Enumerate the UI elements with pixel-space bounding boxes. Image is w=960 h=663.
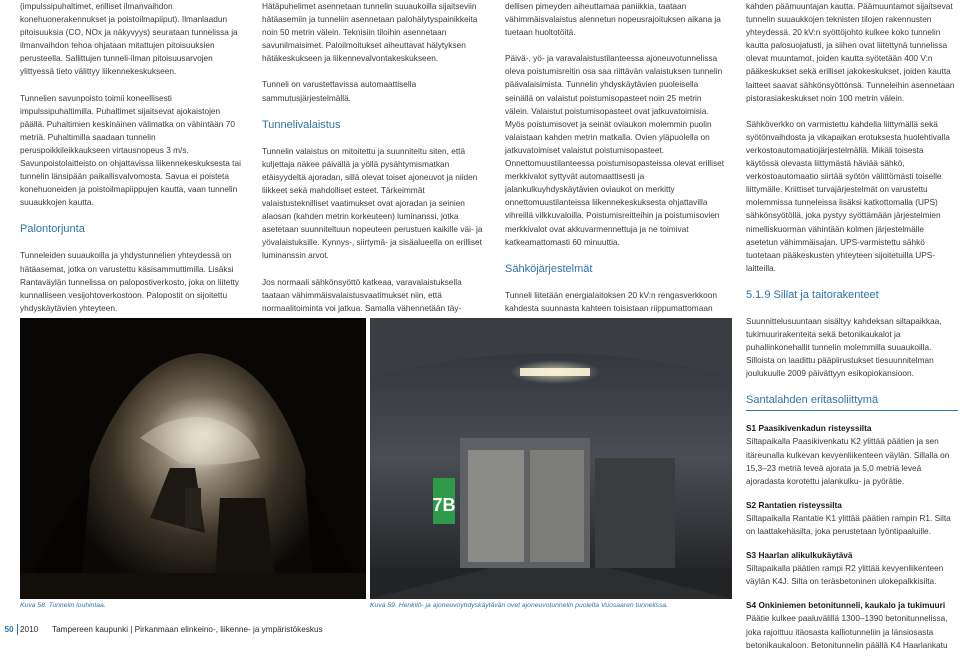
bridge-title: S2 Rantatien risteyssilta bbox=[746, 499, 842, 510]
footer-title: Tampereen kaupunki | Pirkanmaan elinkeino-, liikenne- ja ympäristökeskus bbox=[52, 625, 323, 634]
paragraph: Päivä-, yö- ja varavalaistustilanteessa ajoneuvotunnelissa oleva poistumisreitin osa saa riittävän valaistuksen tunnelin päävalaisimista. Tunnelin yhdyskäytävien puoleisella seinällä on valaistut poistumisopasteet noin 25 metrin välein. Valaistut poistumisopasteet ovat jatkuvatoimisia. Myös poistumisovet ja seinät oviaukon molemmin puolin valaistaan kahden metrin matkalla. Ovien yläpuolella on jatkuvatoimiset valaistut poistumisopasteet. Onnettomuustilanteessa poistumisopasteissa olevat erilliset merkkivalot syttyvät automaattisesti ja jalankulkuyhdyskäytävien oviaukot on merkitty onnettomuustilanteissa liikennekeskuksesta ohjattavilla vihreillä vilkkuvaloilla. Poistumisreitteihin ja poistumisovien merkkivalot ovat akkuvarmennettuja ja ne toimivat katkeamattomasti 60 minuuttia. bbox=[505, 53, 725, 247]
column-4 bbox=[746, 0, 958, 663]
paragraph: (impulssipuhaltimet, erilliset ilmanvaihdon konehuonerakennukset ja poistoilmapiiput). Ilmanlaadun pitoisuuksia (CO, NOx ja näkyvyys) seurataan tunnelissa ja ilmanvaihdon tehoa ohjataan mitattujen pitoisuuksien perusteella. Sallittujen tunneli-ilman pitoisuusarvojen ylittyessä tieto välittyy liikennekeskukseen. bbox=[20, 1, 238, 77]
photo-tunnel-doors bbox=[370, 318, 732, 599]
paragraph: dellisen pimeyden aiheuttamaa paniikkia, taataan vähimmäisvalaistus alennetun nopeusrajoituksen aikana ja tuetaan huoltotöitä. bbox=[505, 1, 721, 38]
bridge-text: Siltapaikalla päätien rampi R2 ylittää kevyenliikenteen väylän K4J. Silta on teräsbetoninen ulokepalkkisilta. bbox=[746, 563, 944, 587]
column-3 bbox=[505, 0, 727, 341]
photo-caption: Kuva 59. Henkilö- ja ajoneuvoyhdyskäytävän ovet ajoneuvotunnelin puolelta Vuosaaren tunnelissa. bbox=[370, 602, 669, 609]
photo-tunnel-excavation bbox=[20, 318, 366, 599]
bridge-text: Siltapaikalla Paasikivenkatu K2 ylittää päätien ja sen itäreunalla kulkevan kevyenliikenteen väylän. Sillalla on 15,3–23 metriä leveä ajorata ja 5,0 metriä leveä ajoradasta korotettu jalankulku- ja pyörätie. bbox=[746, 436, 950, 486]
paragraph: Tunneli on varustettavissa automaattisella sammutusjärjestelmällä. bbox=[262, 79, 417, 103]
footer-divider bbox=[17, 624, 18, 635]
doorway-number-sign: 7B bbox=[432, 495, 456, 515]
bridge-title: S4 Onkiniemen betonitunneli, kaukalo ja tukimuuri bbox=[746, 600, 946, 611]
bridge-entry-s1 bbox=[746, 422, 958, 487]
bridge-text: Siltapaikalla Rantatie K1 ylittää päätien rampin R1. Silta on laattakehäsilta, joka perustetaan lyöntipaaluille. bbox=[746, 512, 951, 536]
paragraph: Suunnittelusuuntaan sisältyy kahdeksan siltapaikkaa, tukimuurirakenteita sekä betonikaukalot ja puhallinkonehallit tunnelin molemmilla suuaukoilla. Silloista on laadittu pääpiirustukset tiesuunnitelman joulukuulle 2009 päivättyyn esikopiokansioon. bbox=[746, 315, 942, 379]
column-2 bbox=[262, 0, 484, 328]
footer-year: 2010 bbox=[20, 625, 39, 634]
paragraph: Tunnelien savunpoisto toimii koneellisesti impulssipuhaltimilla. Puhaltimet sijaitsevat ajokaistojen päällä. Puhaltimien keskinäinen välimatka on vähintään 70 metriä. Puhaltimilla saadaan tunnelin peruspoikkileikkaukseen virtausnopeus 3 m/s. Savunpoistolaitteisto on ohjattavissa liikennekeskuksesta tai tunnelin länsipään paikallisvalvomosta. Savua ei poisteta konehuoneiden ja poistoilmapiippujen kautta, vaan tunnelin suuaukkojen kautta. bbox=[20, 92, 241, 208]
page-number: 50 bbox=[4, 625, 14, 634]
paragraph: Hätäpuhelimet asennetaan tunnelin suuaukoilla sijaitseviin hätäasemiin ja tunneliin asennetaan palohälytyspainikkeita noin 50 metrin välein. Teknisiin tiloihin asennetaan savunilmaisimet. Paloilmoitukset aiheuttavat hälytyksen hätäkeskukseen ja liikennevalvontakeskukseen. bbox=[262, 1, 478, 64]
bridge-text: Päätie kulkee paaluvälillä 1300–1390 betonitunnelissa, joka rajoittuu itäosasta kalliotunneliin ja länsiosasta betonikaukaloon. Betonitunnelin päällä K4 Haarlankatu bbox=[746, 613, 948, 650]
paragraph: Jos normaali sähkönsyöttö katkeaa, varavalaistuksella taataan vähimmäisvalaistusvaatimukset niin, että normaalitoiminta voi jatkua. Samalla vähennetään täy- bbox=[262, 276, 462, 313]
page-footer bbox=[0, 622, 960, 637]
photo-tunnel-excavation-image bbox=[20, 318, 366, 599]
bridge-entry-s2 bbox=[746, 499, 958, 538]
paragraph: Tunneleiden suuaukoilla ja yhdystunnelien yhteydessä on hätäasemat, jotka on varustettu käsisammuttimilla. Lisäksi Rantaväylän tunnelissa on palopostiverkosto, joka on liitetty kunnalliseen vesijohtoverkostoon. Palopostit on sijoitettu yhdyskäytävien yhteyteen. bbox=[20, 250, 240, 313]
bridge-entry-s3 bbox=[746, 549, 958, 588]
column-1 bbox=[20, 0, 242, 328]
section-heading-palontorjunta: Palontorjunta bbox=[20, 223, 85, 236]
photo-tunnel-doors-image bbox=[370, 318, 732, 599]
section-heading-tunnelivalaistus: Tunnelivalaistus bbox=[262, 118, 341, 131]
photo-caption: Kuva 58. Tunnelin louhintaa. bbox=[20, 602, 106, 609]
section-heading-santalahti: Santalahden eritasoliittymä bbox=[746, 393, 958, 411]
paragraph: Sähköverkko on varmistettu kahdella liittymällä sekä syötönvaihdosta ja vikapaikan erotuksesta huolehtivalla verkostoautomaatiojärjestelmällä. Mikäli toisesta käytössä olevasta liittymästä häviää sähkö, verkostoautomaatio siirtää syötön välittömästi toiselle liittymälle. Kriittiset turvajärjestelmät on varustettu molemmissa tunneleissa lisäksi katkottomalla (UPS) sähkönsyötöllä, joka pystyy syöttämään järjestelmien nimelliskuorman vähintään kolmen järjestelmälle asetetun vähimmäisajan. UPS-varmistettu sähkö tuotetaan pääkeskusten yhteyteen sijoitetuilla UPS-laitteilla. bbox=[746, 118, 950, 273]
paragraph: Tunnelin valaistus on mitoitettu ja suunniteltu siten, että kuljettaja näkee päivällä ja yöllä pysähtymismatkan etäisyydeltä ajoradan, sillä olevat toiset ajoneuvot ja niiden liikkeet sekä mahdolliset esteet. Tärkeimmät valaistusteknilliset vaatimukset ovat ajoradan ja seinien alaosan (kahden metrin korkeuteen) luminanssi, jotka asetetaan suunniteltuun nopeuteen perustuen kaikille väi- ja yövalaistuksille. Kynnys-, siirtymä- ja sisäalueella on erilliset luminanssin arvot. bbox=[262, 145, 483, 261]
section-heading-sahkojarjestelmat: Sähköjärjestelmät bbox=[505, 262, 593, 275]
section-heading-sillat: 5.1.9 Sillat ja taitorakenteet bbox=[746, 288, 879, 301]
bridge-title: S3 Haarlan alikulkukäytävä bbox=[746, 550, 853, 561]
bridge-title: S1 Paasikivenkadun risteyssilta bbox=[746, 423, 872, 434]
paragraph: kahden päämuuntajan kautta. Päämuuntamot sijaitsevat tunnelin suuaukkojen teknisten tilojen rakennusten yhteydessä. 20 kV:n syöttöjohto kulkee koko tunnelin kautta palosuojatusti, ja siihen ovat liitettynä tunnelissa olevat muuntamot, joiden kautta syötetään 400 V:n pääkeskukset sekä erilliset jakokeskukset, joiden kautta laitteet saavat sähkönsyöttönsä. Tunneleihin asennetaan pistorasiakeskukset noin 100 metrin välein. bbox=[746, 1, 955, 103]
paragraph: Tunneli liitetään energialaitoksen 20 kV:n rengasverkkoon kahdesta suunnasta kahteen toisistaan riippumattomaan bbox=[505, 289, 718, 313]
